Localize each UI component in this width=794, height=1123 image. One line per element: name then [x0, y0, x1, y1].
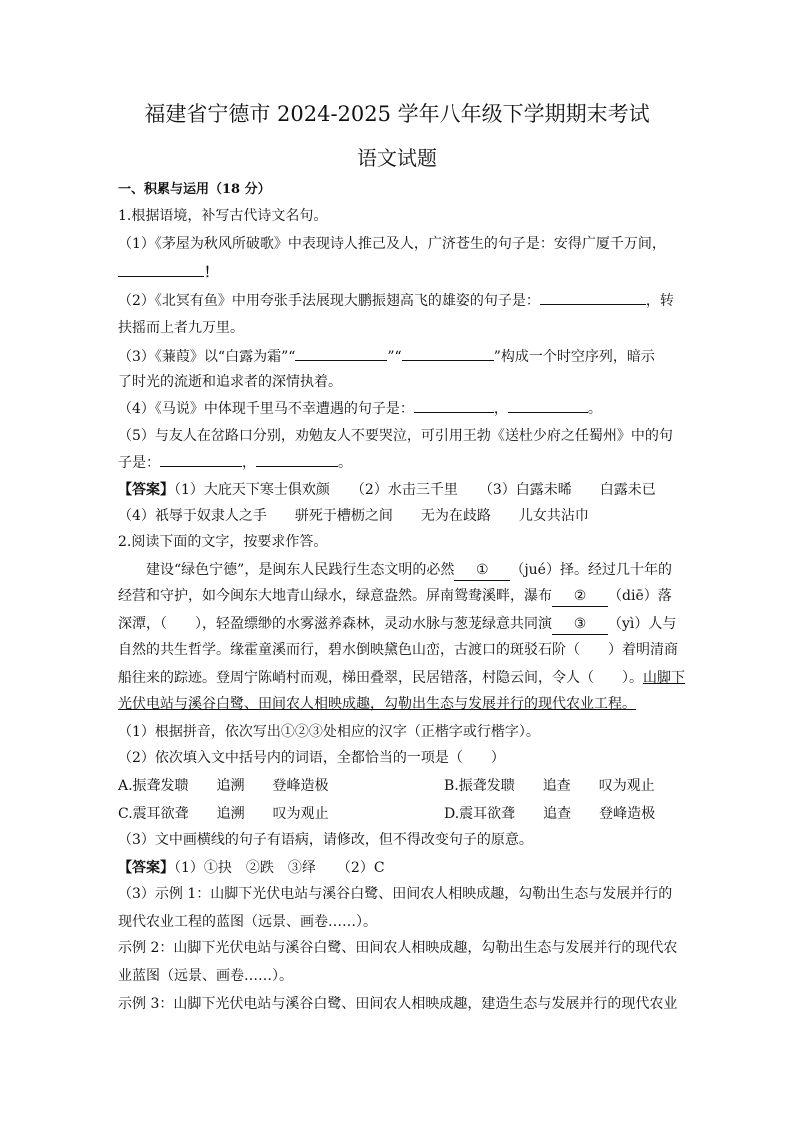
text: 。	[338, 455, 352, 471]
answer-blank	[508, 398, 588, 413]
blank-marker: ①	[454, 560, 510, 581]
passage-line2	[118, 586, 672, 607]
answer-label: 【答案】	[118, 860, 174, 876]
answer-blank	[402, 346, 494, 361]
option-c: C.震耳欲聋 追溯 叹为观止	[118, 806, 329, 822]
text: （1）①抉 ②跌 ③绎 （2）C	[174, 860, 385, 876]
q1-part2-line1	[118, 290, 674, 311]
passage-line6-underlined: 光伏电站与溪谷白鹭、田间农人相映成趣，勾勒出生态与发展并行的现代农业工程。	[118, 696, 636, 712]
q1-part2-line2: 扶摇而上者九万里。	[118, 320, 244, 336]
q2-answer-line6: 示例 3：山脚下光伏电站与溪谷白鹭、田间农人相映成趣，建造生态与发展并行的现代农业	[118, 996, 678, 1012]
blank-marker: ③	[552, 614, 608, 635]
answer-label: 【答案】	[118, 482, 174, 498]
passage-line4: 自然的共生哲学。缘霍童溪而行，碧水倒映黛色山峦，古渡口的斑驳石阶（ ）着明清商	[118, 642, 678, 658]
passage-line5	[118, 668, 685, 688]
section-heading: 一、积累与运用（18 分）	[118, 182, 271, 197]
answer-blank	[295, 346, 387, 361]
q1-answer-line2: （4）祇辱于奴隶人之手 骈死于槽枥之间 无为在歧路 儿女共沾巾	[118, 508, 589, 524]
text: ，	[493, 401, 508, 417]
answer-blank	[118, 262, 204, 277]
q2-answer-line4: 示例 2：山脚下光伏电站与溪谷白鹭、田间农人相映成趣，勾勒出生态与发展并行的现代农	[118, 940, 678, 956]
text: 船往来的踪迹。登周宁陈峭村而观，梯田叠翠，民居错落，村隐云间，令人（ ）。	[118, 670, 643, 686]
option-d: D.震耳欲聋 追查 登峰造极	[444, 806, 656, 822]
answer-blank	[540, 290, 646, 305]
q1-part3-line2: 了时光的流逝和追求者的深情执着。	[118, 374, 342, 390]
q1-stem: 1.根据语境，补写古代诗文名句。	[118, 208, 328, 224]
passage-line3	[118, 614, 676, 635]
q2-answer-line2: （3）示例 1：山脚下光伏电站与溪谷白鹭、田间农人相映成趣，勾勒出生态与发展并行的	[118, 886, 673, 902]
text: ”构成一个时空序列，暗示	[493, 349, 655, 365]
q2-sub2: （2）依次填入文中括号内的词语，全都恰当的一项是（ ）	[118, 750, 505, 766]
text: （4）《马说》中体现千里马不幸遭遇的句子是：	[118, 401, 414, 417]
blank-marker: ②	[552, 586, 608, 607]
q1-part4	[118, 398, 602, 419]
text: 深潭，（ ），轻盈缥缈的水雾滋养森林，灵动水脉与葱茏绿意共同演	[118, 616, 552, 632]
text: ，	[242, 455, 256, 471]
text: 建设“绿色宁德”，是闽东人民践行生态文明的必然	[146, 562, 455, 578]
q1-part5-line1: （5）与友人在岔路口分别，劝勉友人不要哭泣，可引用王勃《送杜少府之任蜀州》中的句	[118, 428, 673, 444]
q2-answer-line5: 业蓝图（远景、画卷……）。	[118, 968, 293, 984]
text: （yì）人与	[608, 616, 677, 632]
q1-part5-line2	[118, 452, 352, 473]
text: （jué）择。经过几十年的	[510, 562, 672, 578]
answer-blank	[256, 452, 338, 467]
text: 子是：	[118, 455, 160, 471]
option-a: A.振聋发聩 追溯 登峰造极	[118, 778, 329, 794]
q2-answer-line1	[118, 858, 385, 878]
text: ，转	[645, 293, 674, 309]
text: （2）《北冥有鱼》中用夸张手法展现大鹏振翅高飞的雄姿的句子是：	[118, 293, 540, 309]
text: ”“	[387, 349, 402, 365]
passage-line1	[146, 560, 672, 581]
q2-sub3: （3）文中画横线的句子有语病，请修改，但不得改变句子的原意。	[118, 832, 533, 848]
option-b: B.振聋发聩 追查 叹为观止	[444, 778, 655, 794]
q1-answer-line1	[118, 480, 656, 500]
q2-sub1: （1）根据拼音，依次写出①②③处相应的汉字（正楷字或行楷字）。	[118, 724, 540, 740]
text: （diē）落	[608, 588, 672, 604]
q2-answer-line3: 现代农业工程的蓝图（远景、画卷……）。	[118, 914, 377, 930]
q2-stem: 2.阅读下面的文字，按要求作答。	[118, 534, 328, 550]
punct: ！	[204, 265, 218, 281]
text: （3）《蒹葭》以“白露为霜”“	[118, 349, 296, 365]
q1-part1-line2	[118, 262, 218, 283]
underlined-sentence: 山脚下	[643, 670, 685, 686]
text: （1）大庇天下寒士俱欢颜 （2）水击三千里 （3）白露未晞 白露未已	[174, 482, 656, 498]
q1-part3-line1	[118, 346, 655, 367]
answer-blank	[414, 398, 494, 413]
exam-title: 福建省宁德市 2024-2025 学年八年级下学期期末考试	[144, 102, 650, 126]
text: 。	[587, 401, 602, 417]
q1-part1-line1: （1）《茅屋为秋风所破歌》中表现诗人推己及人，广济苍生的句子是：安得广厦千万间，	[118, 236, 666, 252]
exam-subtitle: 语文试题	[357, 146, 437, 170]
text: 经营和守护，如今闽东大地青山绿水，绿意盎然。屏南鸳鸯溪畔，瀑布	[118, 588, 552, 604]
q2-options-row1	[118, 776, 329, 796]
answer-blank	[160, 452, 242, 467]
